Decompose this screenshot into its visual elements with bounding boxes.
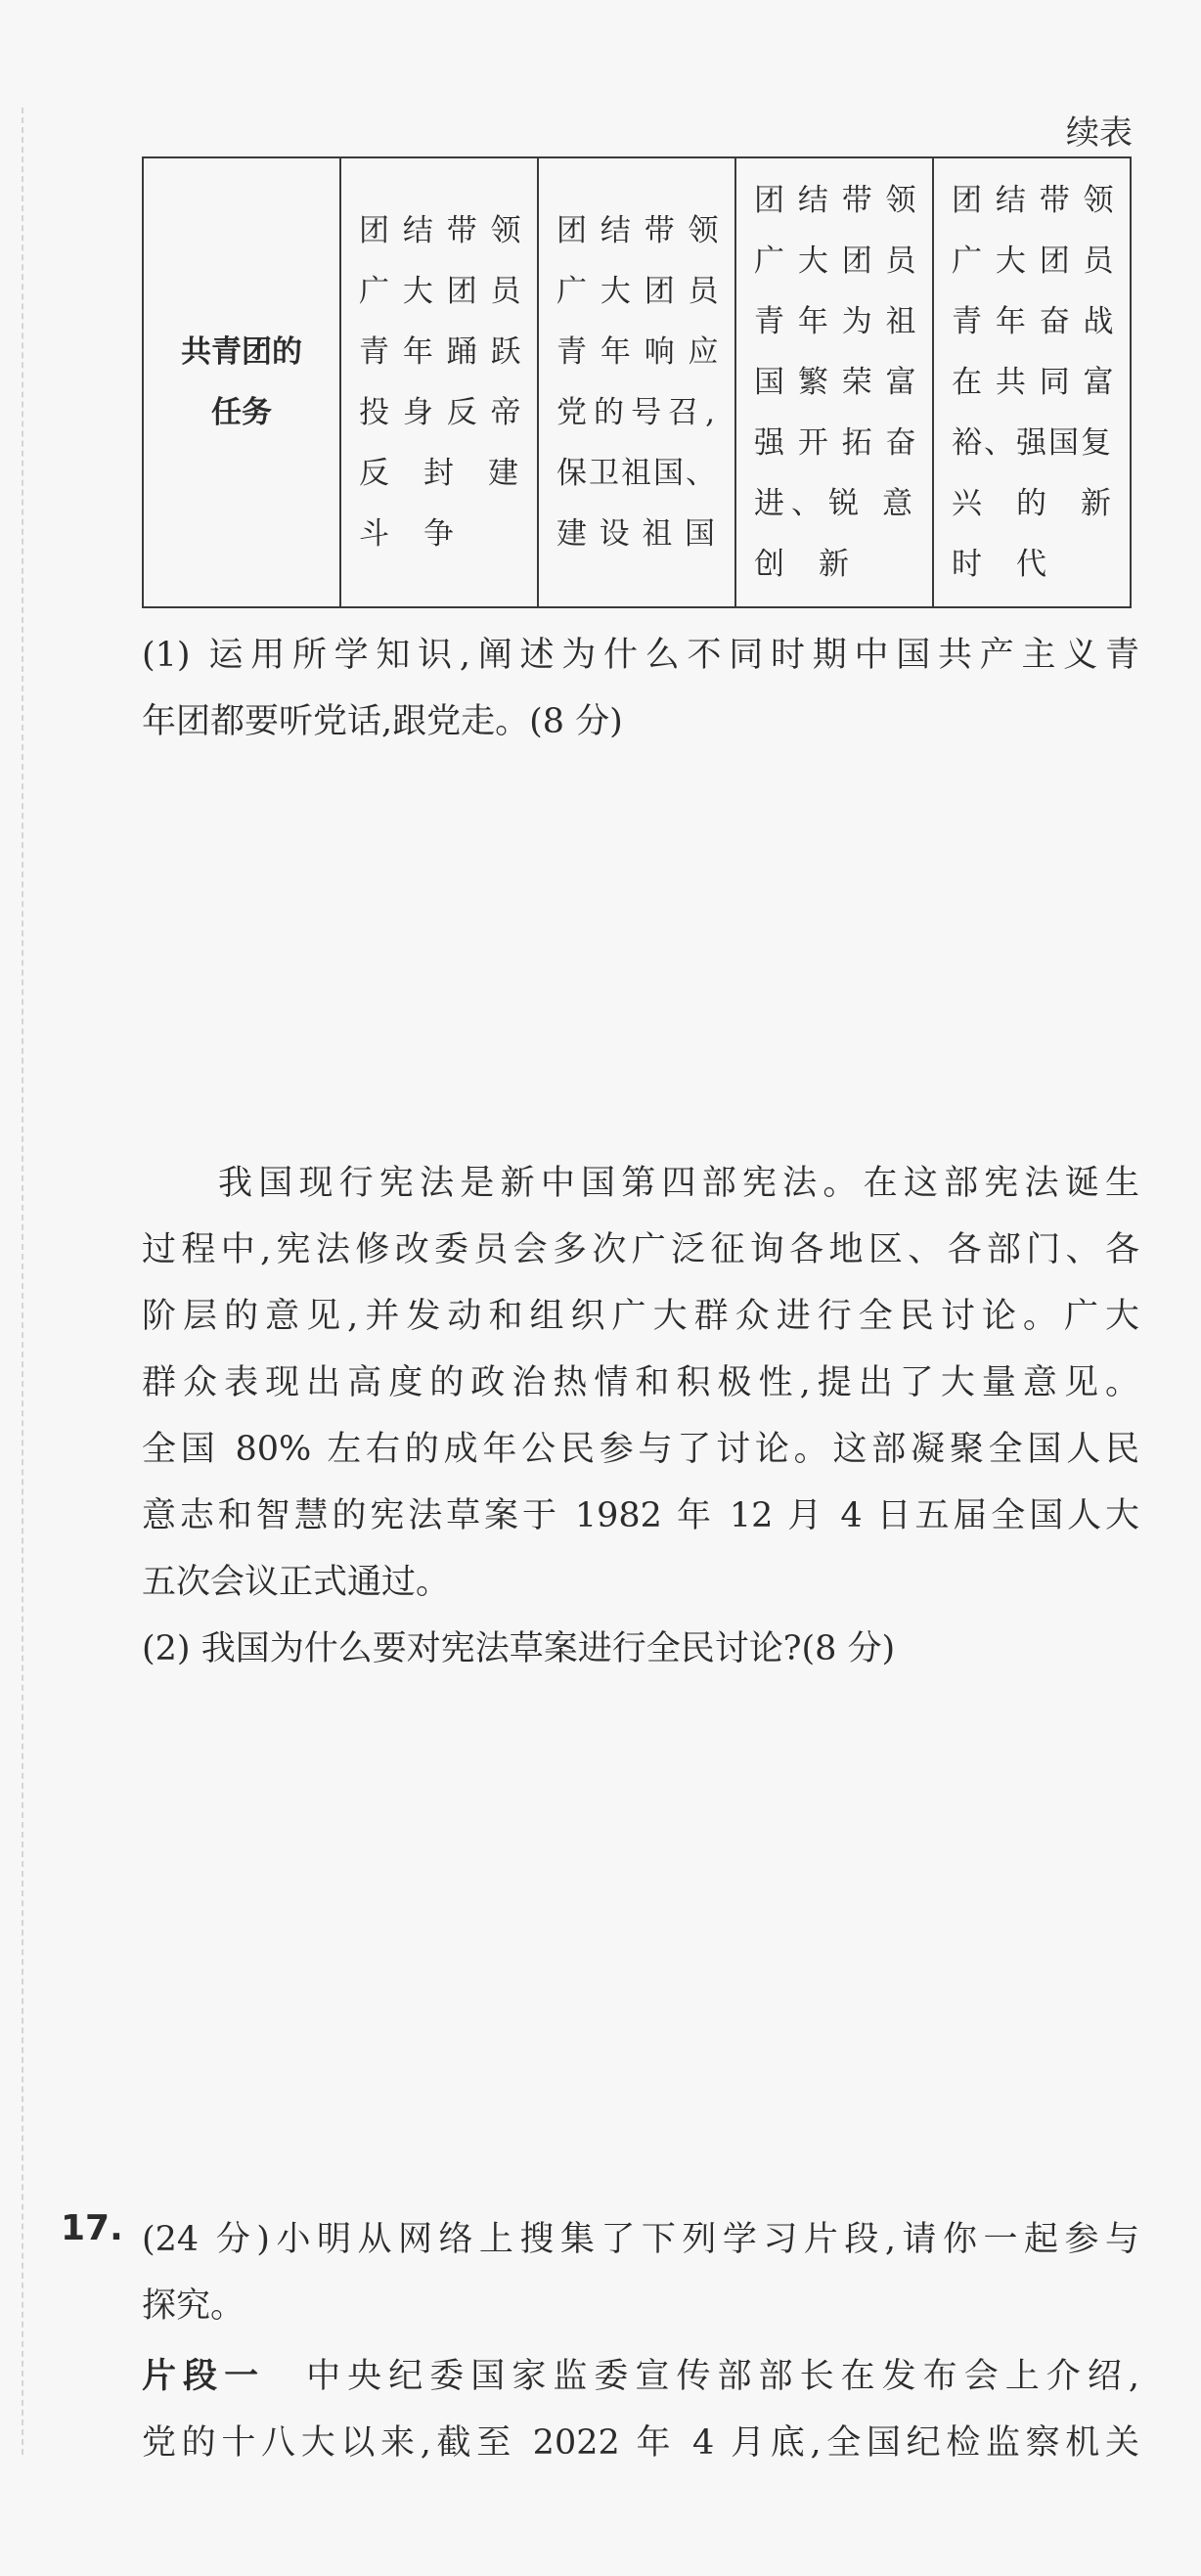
question-17: [142, 2206, 1139, 2339]
continued-table-label: 续表: [1066, 113, 1133, 153]
material-line: 过程中,宪法修改委员会多次广泛征询各地区、各部门、各: [142, 1230, 1139, 1269]
cell-line: 投 身 反 帝: [359, 395, 523, 430]
cell-line: 广 大 团 员: [359, 274, 523, 309]
row-header-cell: [143, 157, 340, 607]
question-2-text: (2) 我国为什么要对宪法草案进行全民讨论?(8 分): [142, 1629, 896, 1668]
material-line: 五次会议正式通过。: [142, 1563, 451, 1602]
cell-line: 团 结 带 领: [359, 213, 523, 248]
cell-line: 兴 的 新: [952, 486, 1113, 521]
segment-1-first-line: 中央纪委国家监委宣传部部长在发布会上介绍,: [265, 2357, 1139, 2396]
cell-line: 青 年 响 应: [556, 334, 721, 370]
material-line: 我国现行宪法是新中国第四部宪法。在这部宪法诞生: [218, 1164, 1139, 1203]
cell-line: 青 年 踊 跃: [359, 334, 523, 370]
binding-margin-line: [22, 108, 23, 2455]
cell-line: 时 代: [952, 547, 1048, 582]
material-line: 全国 80% 左右的成年公民参与了讨论。这部凝聚全国人民: [142, 1430, 1139, 1469]
cell-line: 创 新: [754, 547, 851, 582]
question-1-line: (1) 运用所学知识,阐述为什么不同时期中国共产主义青: [142, 636, 1139, 675]
cell-line: 团 结 带 领: [754, 183, 918, 218]
segment-1-second-line: 党的十八大以来,截至 2022 年 4 月底,全国纪检监察机关: [142, 2423, 1139, 2463]
cell-line: 党的号召,: [556, 395, 717, 430]
cell-line: 斗 争: [359, 516, 456, 552]
cell-line: 强 开 拓 奋: [754, 425, 918, 461]
youth-league-task-table: [142, 156, 1132, 608]
cell-line: 保卫祖国、: [556, 456, 718, 491]
cell-line: 裕、强国复: [952, 425, 1113, 461]
cell-line: 建设祖国: [556, 516, 717, 552]
constitution-material: [142, 1150, 1139, 1616]
cell-line: 反 封 建: [359, 456, 520, 491]
task-cell-period-3: [735, 157, 933, 607]
table-row: [143, 157, 1131, 607]
cell-line: 青 年 为 祖: [754, 304, 918, 339]
question-1: [142, 622, 1139, 755]
question-2: [142, 1616, 1139, 1682]
cell-line: 团 结 带 领: [952, 183, 1116, 218]
cell-line: 国 繁 荣 富: [754, 365, 918, 400]
question-17-number: 17.: [61, 2208, 123, 2248]
cell-line: 广 大 团 员: [556, 274, 721, 309]
cell-line: 在 共 同 富: [952, 365, 1116, 400]
task-cell-period-4: [933, 157, 1131, 607]
cell-line: 广 大 团 员: [754, 244, 918, 279]
cell-line: 广 大 团 员: [952, 244, 1116, 279]
material-line: 意志和智慧的宪法草案于 1982 年 12 月 4 日五届全国人大: [142, 1496, 1139, 1535]
material-line: 阶层的意见,并发动和组织广大群众进行全民讨论。广大: [142, 1297, 1139, 1336]
cell-line: 进、锐 意: [754, 486, 914, 521]
question-1-line: 年团都要听党话,跟党走。(8 分): [142, 702, 623, 741]
segment-1-label: 片段一: [142, 2357, 266, 2396]
row-header-line: 任务: [211, 395, 272, 430]
cell-line: 青 年 奋 战: [952, 304, 1116, 339]
row-header-line: 共青团的: [181, 334, 302, 370]
material-line: 群众表现出高度的政治热情和积极性,提出了大量意见。: [142, 1363, 1139, 1402]
question-17-line: 探究。: [142, 2287, 245, 2326]
task-cell-period-1: [340, 157, 538, 607]
segment-1-line: [142, 2343, 1139, 2410]
cell-line: 团 结 带 领: [556, 213, 721, 248]
task-cell-period-2: [538, 157, 735, 607]
question-17-line: (24 分)小明从网络上搜集了下列学习片段,请你一起参与: [142, 2220, 1139, 2259]
segment-1: [142, 2343, 1139, 2476]
